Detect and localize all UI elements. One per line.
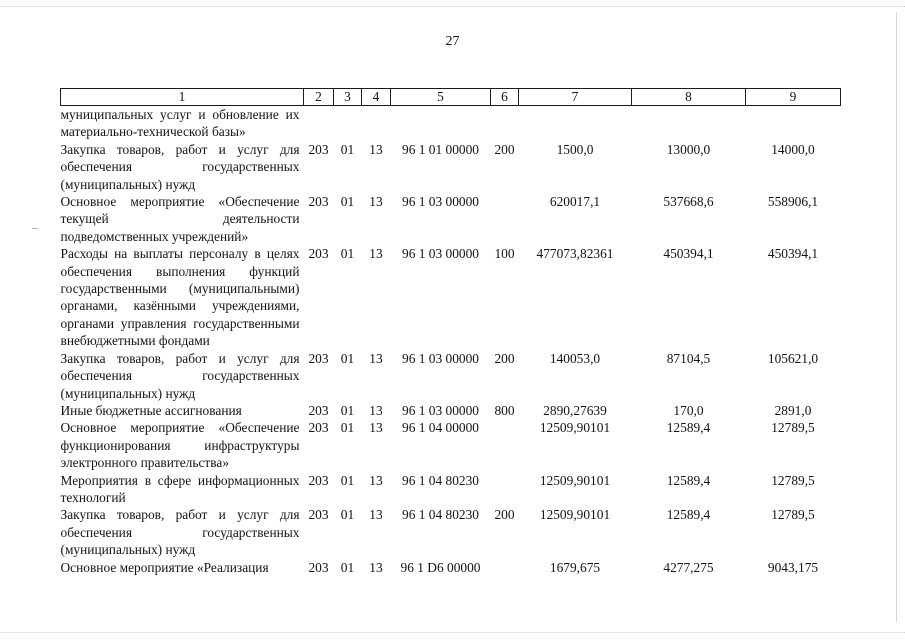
amount-cell-col7: 12509,90101: [539, 507, 611, 523]
amount-cell-col7: 1679,675: [549, 559, 601, 575]
section-cell: 01: [340, 507, 355, 523]
header-cell-8: 8: [632, 89, 746, 106]
table-row: [61, 106, 841, 141]
header-cell-5: 5: [391, 89, 491, 106]
target-article-cell: 96 1 01 00000: [402, 141, 479, 157]
subsection-cell: 13: [369, 559, 383, 575]
margin-mark: [32, 228, 38, 229]
amount-cell-col8: 450394,1: [663, 246, 714, 262]
table-body: [61, 106, 841, 576]
header-cell-6: 6: [491, 89, 519, 106]
expense-type-cell: 200: [494, 141, 515, 157]
section-cell: 01: [340, 559, 355, 575]
amount-cell-col9: 12789,5: [771, 472, 815, 488]
target-article-cell: 96 1 D6 00000: [400, 559, 481, 575]
code-cell-grbs: 203: [308, 420, 329, 436]
right-scan-edge: [896, 12, 897, 622]
expense-type-cell: 200: [494, 507, 515, 523]
header-cell-2: 2: [304, 89, 334, 106]
subsection-cell: 13: [369, 472, 383, 488]
table-row: [61, 472, 841, 507]
amount-cell-col9: 105621,0: [767, 350, 819, 366]
amount-cell-col7: 2890,27639: [543, 402, 607, 418]
amount-cell-col9: [746, 106, 841, 141]
amount-cell-col9: 12789,5: [771, 507, 815, 523]
amount-cell-col8: [632, 106, 746, 141]
section-cell: 01: [340, 141, 355, 157]
header-cell-3: 3: [334, 89, 362, 106]
subsection-cell: 13: [369, 141, 383, 157]
table-row: [61, 141, 841, 193]
expense-type-cell: [491, 559, 519, 576]
code-cell-grbs: 203: [308, 559, 329, 575]
code-cell-grbs: 203: [308, 194, 329, 210]
target-article-cell: 96 1 03 00000: [402, 350, 479, 366]
amount-cell-col7: 12509,90101: [539, 472, 611, 488]
target-article-cell: 96 1 03 00000: [402, 194, 479, 210]
amount-cell-col9: 12789,5: [771, 420, 815, 436]
subsection-cell: [362, 106, 391, 141]
amount-cell-col7: 477073,82361: [536, 246, 614, 262]
target-article-cell: 96 1 04 00000: [402, 420, 479, 436]
expense-type-cell: [491, 106, 519, 141]
table-row: [61, 506, 841, 558]
page-number: 27: [445, 34, 460, 49]
description-cell: муниципальных услуг и обновление их материально-технической базы»: [60, 107, 300, 140]
code-cell-grbs: 203: [308, 141, 329, 157]
section-cell: 01: [340, 472, 355, 488]
description-cell: Мероприятия в сфере информационных технологий: [60, 472, 300, 505]
code-cell-grbs: 203: [308, 350, 329, 366]
section-cell: 01: [340, 350, 355, 366]
amount-cell-col8: 13000,0: [666, 141, 711, 157]
section-cell: 01: [340, 420, 355, 436]
target-article-cell: 96 1 03 00000: [402, 402, 479, 418]
amount-cell-col8: 12589,4: [666, 472, 711, 488]
code-cell-grbs: [304, 106, 334, 141]
expense-type-cell: 800: [494, 402, 515, 418]
header-cell-4: 4: [362, 89, 391, 106]
amount-cell-col8: 170,0: [673, 402, 704, 418]
subsection-cell: 13: [369, 507, 383, 523]
description-cell: Основное мероприятие «Обеспечение функционирования инфраструктуры электронного правительства»: [60, 420, 300, 471]
table-row: [61, 350, 841, 402]
description-cell: Закупка товаров, работ и услуг для обеспечения государственных (муниципальных) нужд: [60, 141, 300, 192]
amount-cell-col9: 9043,175: [767, 559, 819, 575]
description-cell: Расходы на выплаты персоналу в целях обеспечения выполнения функций государственными (муниципальными) органами, казёнными учреждениями, органами управления государственными внебюджетными фондами: [60, 246, 300, 349]
table-row: [61, 402, 841, 419]
description-cell: Иные бюджетные ассигнования: [60, 402, 242, 418]
amount-cell-col8: 87104,5: [666, 350, 711, 366]
amount-cell-col7: 1500,0: [556, 141, 594, 157]
code-cell-grbs: 203: [308, 472, 329, 488]
description-cell: Основное мероприятие «Обеспечение текущей деятельности подведомственных учреждений»: [60, 194, 300, 244]
section-cell: 01: [340, 402, 355, 418]
amount-cell-col9: 558906,1: [767, 194, 819, 210]
target-article-cell: 96 1 04 80230: [402, 507, 479, 523]
target-article-cell: 96 1 03 00000: [402, 246, 479, 262]
section-cell: [334, 106, 362, 141]
description-cell: Закупка товаров, работ и услуг для обеспечения государственных (муниципальных) нужд: [60, 507, 300, 558]
target-article-cell: [391, 106, 491, 141]
section-cell: 01: [340, 194, 355, 210]
subsection-cell: 13: [369, 402, 383, 418]
expense-type-cell: 200: [494, 350, 515, 366]
subsection-cell: 13: [369, 350, 383, 366]
amount-cell-col8: 4277,275: [663, 559, 714, 575]
expense-type-cell: [491, 419, 519, 471]
amount-cell-col9: 14000,0: [771, 141, 815, 157]
amount-cell-col7: 140053,0: [549, 350, 601, 366]
amount-cell-col8: 12589,4: [666, 507, 711, 523]
table-header-row: [61, 89, 841, 106]
description-cell: Основное мероприятие «Реализация: [60, 559, 269, 575]
amount-cell-col7: 12509,90101: [539, 420, 611, 436]
amount-cell-col9: 2891,0: [774, 402, 812, 418]
target-article-cell: 96 1 04 80230: [402, 472, 479, 488]
code-cell-grbs: 203: [308, 246, 329, 262]
description-cell: Закупка товаров, работ и услуг для обеспечения государственных (муниципальных) нужд: [60, 350, 300, 401]
header-cell-9: 9: [746, 89, 841, 106]
top-scan-edge: [0, 6, 905, 7]
header-cell-1: 1: [61, 89, 304, 106]
table-row: [61, 419, 841, 471]
table-row: [61, 559, 841, 576]
amount-cell-col8: 537668,6: [663, 194, 714, 210]
expense-type-cell: 100: [494, 246, 515, 262]
table-row: [61, 245, 841, 349]
section-cell: 01: [340, 246, 355, 262]
subsection-cell: 13: [369, 194, 383, 210]
subsection-cell: 13: [369, 420, 383, 436]
expense-type-cell: [491, 193, 519, 245]
budget-table: [60, 88, 841, 576]
code-cell-grbs: 203: [308, 402, 329, 418]
amount-cell-col8: 12589,4: [666, 420, 711, 436]
amount-cell-col7: [519, 106, 632, 141]
amount-cell-col7: 620017,1: [549, 194, 601, 210]
header-cell-7: 7: [519, 89, 632, 106]
bottom-scan-edge: [0, 632, 905, 633]
code-cell-grbs: 203: [308, 507, 329, 523]
expense-type-cell: [491, 472, 519, 507]
amount-cell-col9: 450394,1: [767, 246, 819, 262]
subsection-cell: 13: [369, 246, 383, 262]
table-row: [61, 193, 841, 245]
